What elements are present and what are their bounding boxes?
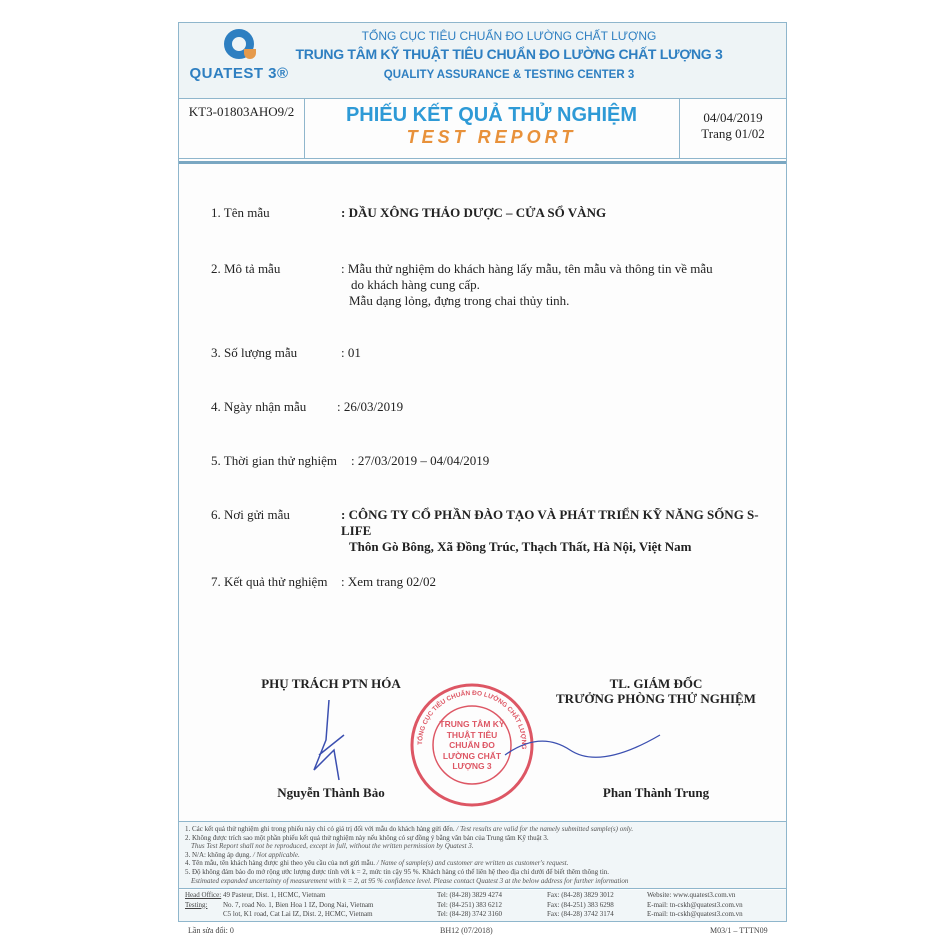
right-signatory-name: Phan Thành Trung: [602, 785, 710, 800]
title-en: TEST REPORT: [406, 127, 577, 147]
email-link[interactable]: E-mail: tn-cskh@quatest3.com.vn: [647, 910, 743, 918]
testing-label: Testing:: [185, 900, 208, 909]
note-vn: 1. Các kết quả thử nghiệm ghi trong phiếu này chỉ có giá trị đối với mẫu do khách hàng gửi đến.: [185, 825, 455, 833]
item-value: : 26/03/2019: [337, 399, 404, 414]
value-line: : CÔNG TY CỔ PHẦN ĐÀO TẠO VÀ PHÁT TRIỂN KỸ NĂNG SỐNG S-LIFE: [341, 507, 759, 538]
addresses: [179, 890, 786, 921]
item-label: 5. Thời gian thử nghiệm: [211, 453, 337, 468]
item-value: : DẦU XÔNG THẢO DƯỢC – CỬA SỔ VÀNG: [341, 205, 607, 220]
tel: Tel: (84-28) 3742 3160: [437, 910, 503, 918]
item-value: : 01: [341, 345, 361, 360]
head-office-label: Head Office:: [185, 891, 222, 899]
org-line1: TỔNG CỤC TIÊU CHUẨN ĐO LƯỜNG CHẤT LƯỢNG: [361, 29, 657, 43]
note: [185, 825, 780, 834]
right-signatory-title2: TRƯỞNG PHÒNG THỬ NGHIỆM: [556, 691, 756, 706]
note-vn: 4. Tên mẫu, tên khách hàng được ghi theo yêu cầu của nơi gửi mẫu.: [185, 859, 376, 868]
note: [185, 868, 780, 885]
form-code: BH12 (07/2018): [440, 926, 493, 935]
tel: Tel: (84-251) 383 6212: [437, 900, 503, 909]
email-link[interactable]: E-mail: tn-cskh@quatest3.com.vn: [647, 900, 743, 909]
note-vn: 3. N/A: không áp dụng.: [185, 850, 252, 859]
address: 49 Pasteur, Dist. 1, HCMC, Vietnam: [223, 891, 326, 899]
item-value: [341, 261, 781, 309]
value-line: Thôn Gò Bông, Xã Đồng Trúc, Thạch Thất, Hà Nội, Việt Nam: [349, 539, 692, 554]
item-label: 1. Tên mẫu: [211, 205, 270, 220]
item-label: 6. Nơi gửi mẫu: [211, 507, 290, 522]
left-signatory-name: Nguyễn Thành Bảo: [277, 785, 385, 800]
website-link[interactable]: Website: www.quatest3.com.vn: [647, 891, 736, 899]
fax: Fax: (84-28) 3742 3174: [547, 910, 614, 918]
right-signatory-title1: TL. GIÁM ĐỐC: [609, 676, 703, 691]
fax: Fax: (84-28) 3829 3012: [547, 891, 614, 899]
header: [179, 23, 786, 99]
org-line2: TRUNG TÂM KỸ THUẬT TIÊU CHUẨN ĐO LƯỜNG CHẤT LƯỢNG 3: [295, 46, 723, 62]
director-signature-icon: [500, 720, 670, 770]
stamp-center-text: TRUNG TÂM KỸ THUẬT TIÊU CHUẨN ĐO LƯỜNG CHẤT LƯỢNG 3: [439, 719, 505, 771]
title-vn: PHIẾU KẾT QUẢ THỬ NGHIỆM: [345, 104, 638, 126]
signature-icon: [304, 695, 354, 785]
item-value: : Xem trang 02/02: [341, 574, 436, 589]
notes: [179, 821, 786, 889]
tel: Tel: (84-28) 3829 4274: [437, 891, 503, 899]
item-label: 3. Số lượng mẫu: [211, 345, 298, 360]
note-vn: 2. Không được trích sao một phần phiếu kết quả thử nghiệm này nếu không có sự đồng ý bằng văn bản của Trung tâm Kỹ thuật 3.: [185, 833, 549, 842]
org-line3: QUALITY ASSURANCE & TESTING CENTER 3: [383, 69, 635, 81]
note-en: / Name of sample(s) and customer are written as customer's request.: [375, 859, 569, 868]
report-code: KT3-01803AHO9/2: [179, 98, 305, 158]
value-line: do khách hàng cung cấp.: [351, 277, 480, 292]
fax: Fax: (84-251) 383 6298: [547, 900, 614, 909]
note-en: Estimated expanded uncertainty of measurement with k = 2, at 95 % confidence level. Please contact Quatest 3 at the below address for further information: [191, 876, 629, 885]
note: [185, 851, 780, 860]
stamp-ring-text: TỔNG CỤC TIÊU CHUẨN ĐO LƯỜNG CHẤT LƯỢNG: [416, 689, 528, 750]
page-number: Trang 01/02: [701, 126, 765, 141]
left-signatory-title: PHỤ TRÁCH PTN HÓA: [261, 676, 401, 691]
note-en: / Not applicable.: [251, 850, 300, 859]
value-line: : Mẫu thử nghiệm do khách hàng lấy mẫu, tên mẫu và thông tin về mẫu: [341, 261, 713, 276]
note-en: / Test results are valid for the namely submitted sample(s) only.: [454, 825, 634, 833]
address: C5 lot, K1 road, Cat Lai IZ, Dist. 2, HCMC, Vietnam: [223, 910, 373, 918]
revision: Lần sửa đổi: 0: [188, 926, 234, 935]
title-row: [179, 98, 786, 159]
note-vn: 5. Độ không đảm bảo đo mở rộng ước lượng được tính với k = 2, mức tin cậy 95 %. Khách hàng có thể liên hệ theo địa chỉ dưới để biết thêm thông tin.: [185, 867, 610, 876]
item-value: : 27/03/2019 – 04/04/2019: [351, 453, 490, 468]
item-value: [341, 507, 781, 555]
report-date: 04/04/2019: [703, 110, 763, 125]
doc-code: M03/1 – TTTN09: [710, 926, 768, 935]
note-en: Thus Test Report shall not be reproduced, except in full, without the written permission by Quatest 3.: [191, 842, 474, 851]
divider: [179, 161, 786, 164]
logo-text: QUATEST 3®: [189, 65, 289, 82]
item-label: 7. Kết quả thử nghiệm: [211, 574, 328, 589]
note: [185, 834, 780, 851]
value-line: Mẫu dạng lỏng, đựng trong chai thủy tinh.: [349, 293, 570, 308]
note: [185, 859, 780, 868]
item-label: 2. Mô tả mẫu: [211, 261, 281, 276]
item-label: 4. Ngày nhận mẫu: [211, 399, 307, 414]
report-title: [304, 98, 679, 148]
date-page: [679, 98, 786, 158]
address: No. 7, road No. 1, Bien Hoa 1 IZ, Dong Nai, Vietnam: [223, 900, 374, 909]
